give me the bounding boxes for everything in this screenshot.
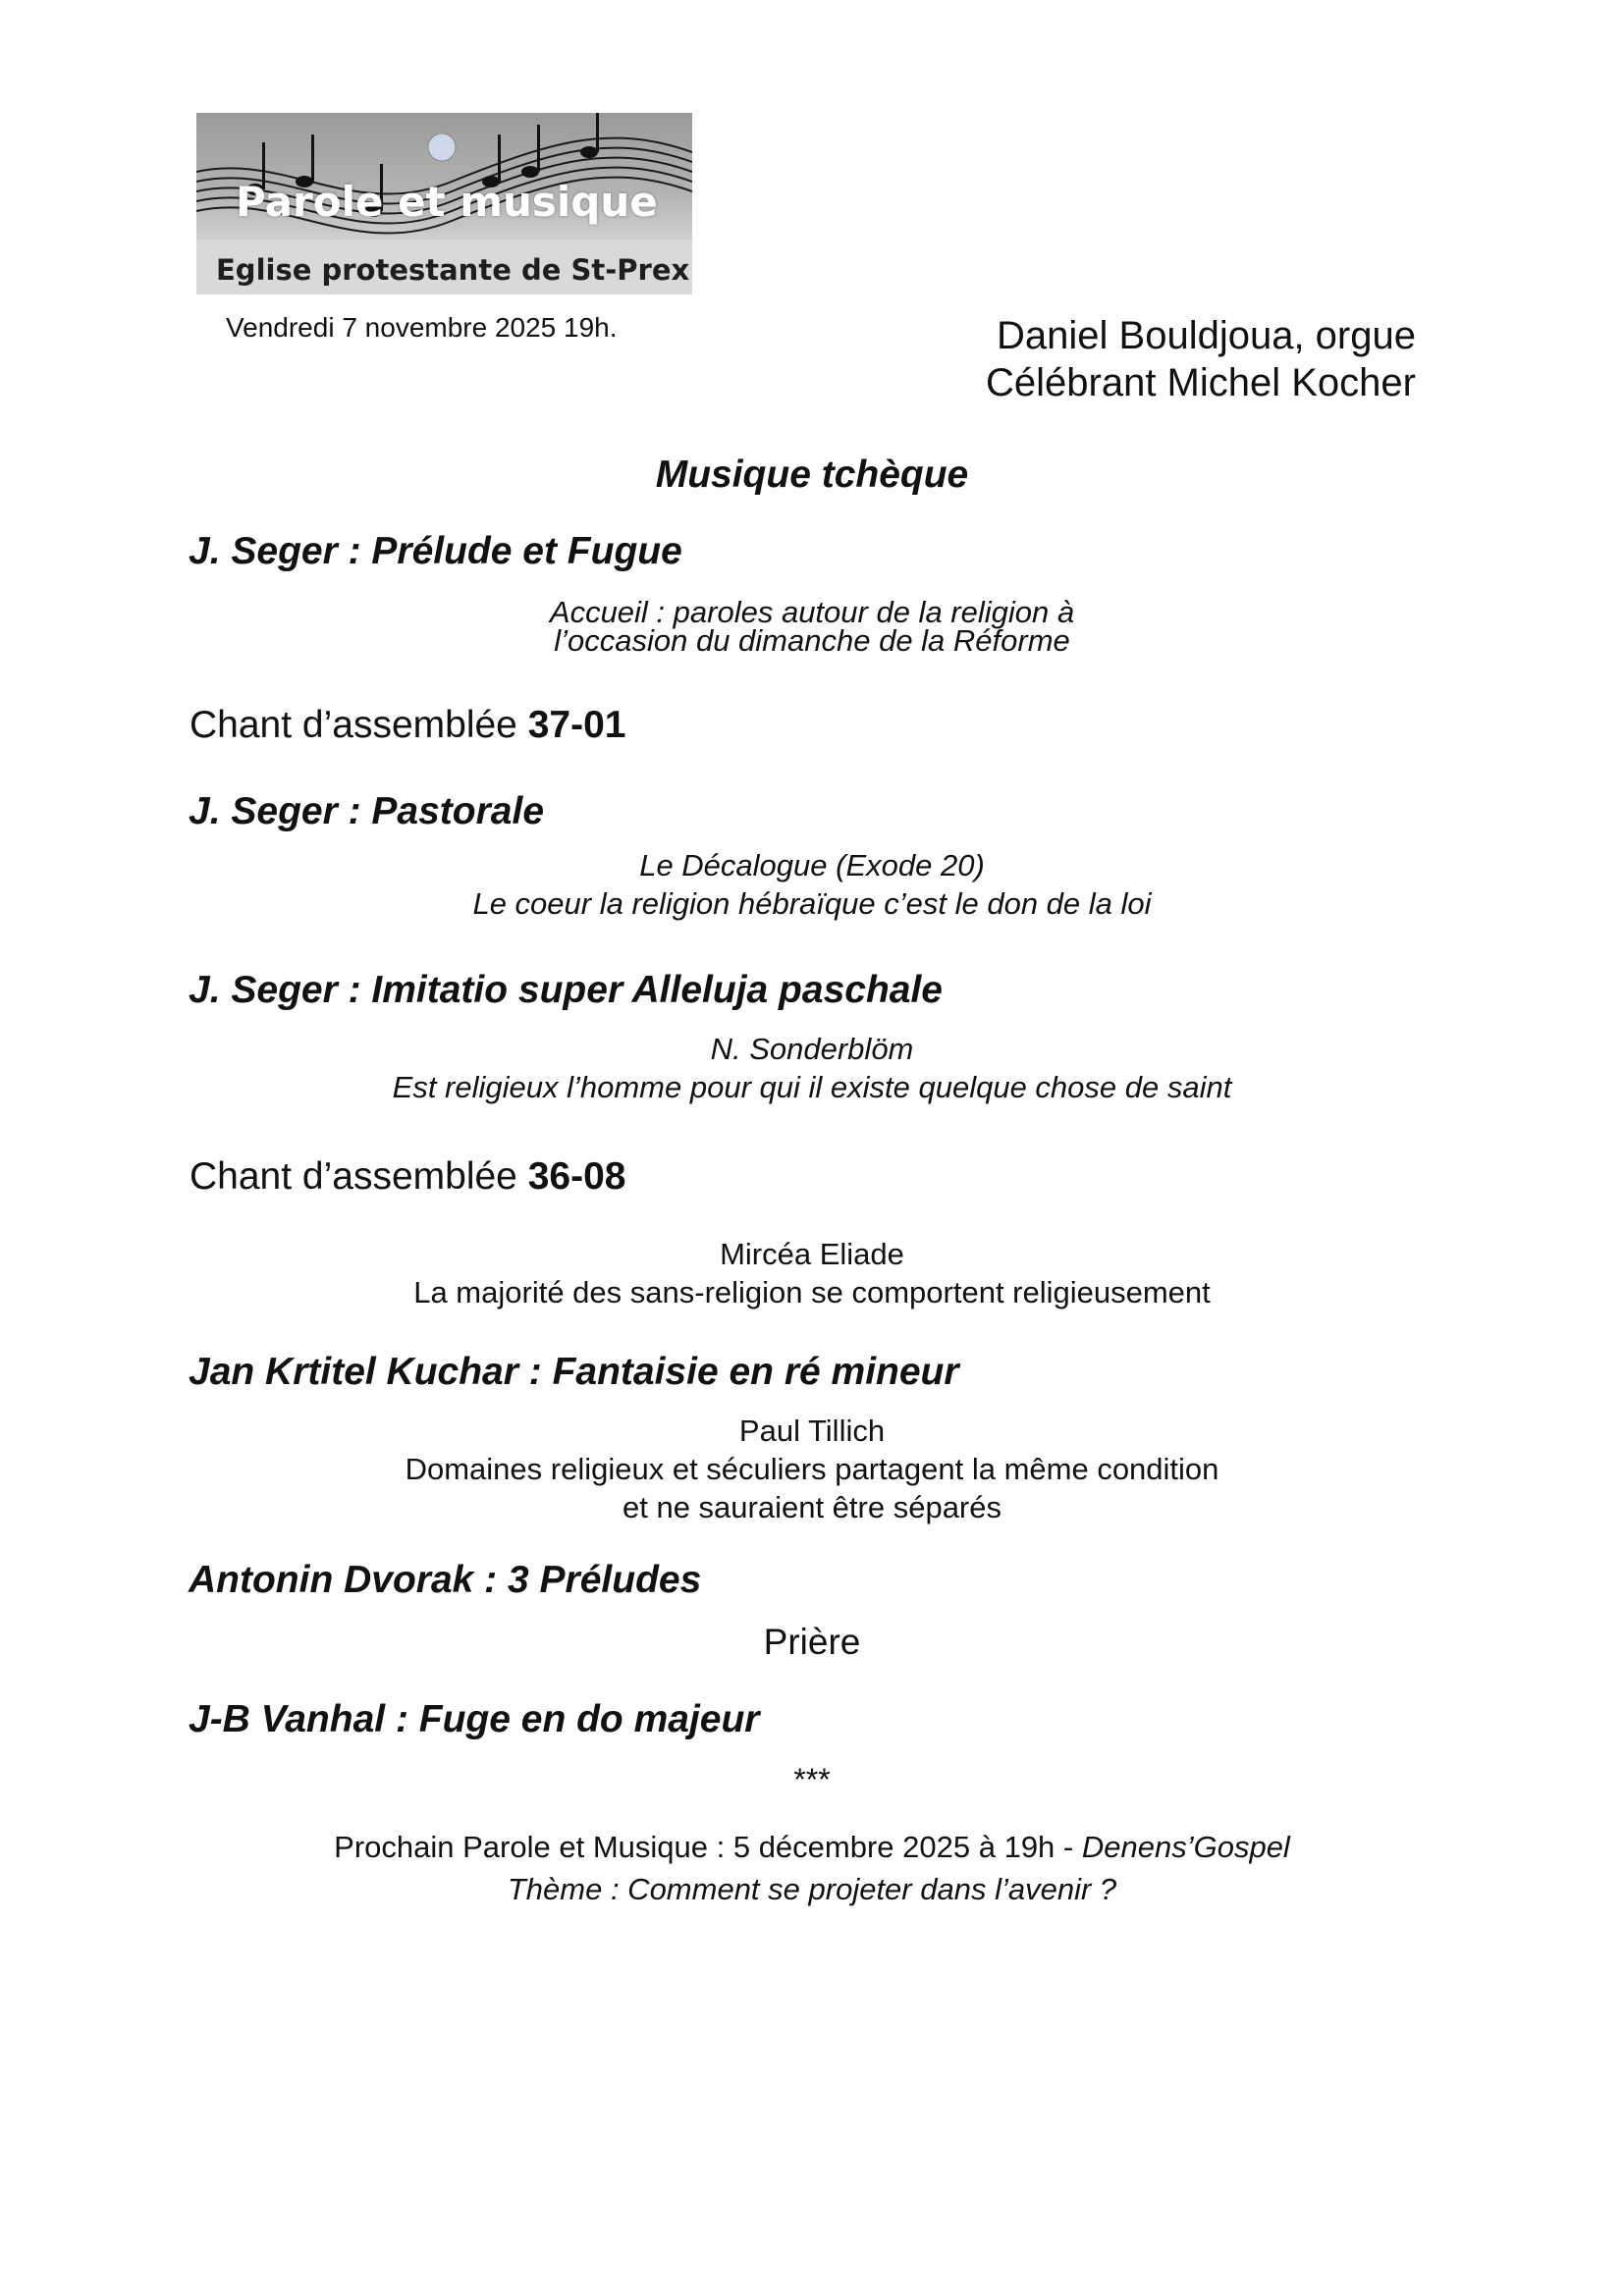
note-2 [0, 846, 1624, 923]
chant-2-number: 36-08 [527, 1155, 626, 1198]
celebrant: Célébrant Michel Kocher [986, 361, 1416, 404]
chant-1 [189, 704, 625, 747]
note-5-line-3: et ne sauraient être séparés [622, 1490, 1002, 1524]
note-5-line-1: Paul Tillich [738, 1414, 886, 1448]
footer [0, 1826, 1624, 1910]
note-1-line-1: Accueil : paroles autour de la religion à [549, 595, 1075, 629]
piece-5: Antonin Dvorak : 3 Préludes [189, 1559, 702, 1601]
note-5 [0, 1412, 1624, 1526]
note-5-line-2: Domaines religieux et séculiers partagent la même condition [405, 1452, 1219, 1486]
organist: Daniel Bouldjoua, orgue [997, 314, 1416, 357]
piece-1: J. Seger : Prélude et Fugue [189, 530, 682, 572]
performers [986, 312, 1416, 406]
event-date: Vendredi 7 novembre 2025 19h. [226, 312, 618, 343]
note-1 [0, 593, 1624, 660]
note-3 [0, 1030, 1624, 1106]
next-event [0, 1826, 1624, 1868]
next-event-text: Prochain Parole et Musique : 5 décembre 2025 à 19h - [334, 1830, 1082, 1864]
separator-stars: *** [793, 1762, 831, 1797]
chant-1-number: 37-01 [527, 704, 626, 746]
next-theme: Thème : Comment se projeter dans l’avenir ? [507, 1872, 1117, 1906]
note-4 [0, 1235, 1624, 1311]
note-3-line-1: N. Sonderblöm [710, 1032, 914, 1066]
note-4-line-1: Mircéa Eliade [720, 1237, 904, 1271]
priere: Prière [763, 1622, 861, 1662]
program-heading: Musique tchèque [655, 454, 969, 496]
piece-4: Jan Krtitel Kuchar : Fantaisie en ré mineur [189, 1351, 959, 1393]
banner-subtitle: Eglise protestante de St-Prex [216, 253, 690, 287]
note-2-line-2: Le coeur la religion hébraïque c’est le don de la loi [472, 886, 1152, 921]
banner-logo [196, 113, 692, 294]
note-2-line-1: Le Décalogue (Exode 20) [639, 848, 985, 882]
note-4-line-2: La majorité des sans-religion se comportent religieusement [413, 1275, 1211, 1309]
piece-3: J. Seger : Imitatio super Alleluja paschale [189, 969, 943, 1011]
next-event-artist: Denens’Gospel [1081, 1830, 1290, 1864]
note-3-line-2: Est religieux l’homme pour qui il existe quelque chose de saint [392, 1070, 1232, 1104]
chant-2-label: Chant d’assemblée [189, 1155, 517, 1198]
chant-1-label: Chant d’assemblée [189, 704, 517, 746]
piece-2: J. Seger : Pastorale [189, 790, 545, 832]
chant-2 [189, 1155, 625, 1199]
note-1-line-2: l’occasion du dimanche de la Réforme [554, 623, 1070, 658]
banner-title: Parole et musique [236, 178, 658, 226]
piece-6: J-B Vanhal : Fuge en do majeur [189, 1698, 760, 1740]
